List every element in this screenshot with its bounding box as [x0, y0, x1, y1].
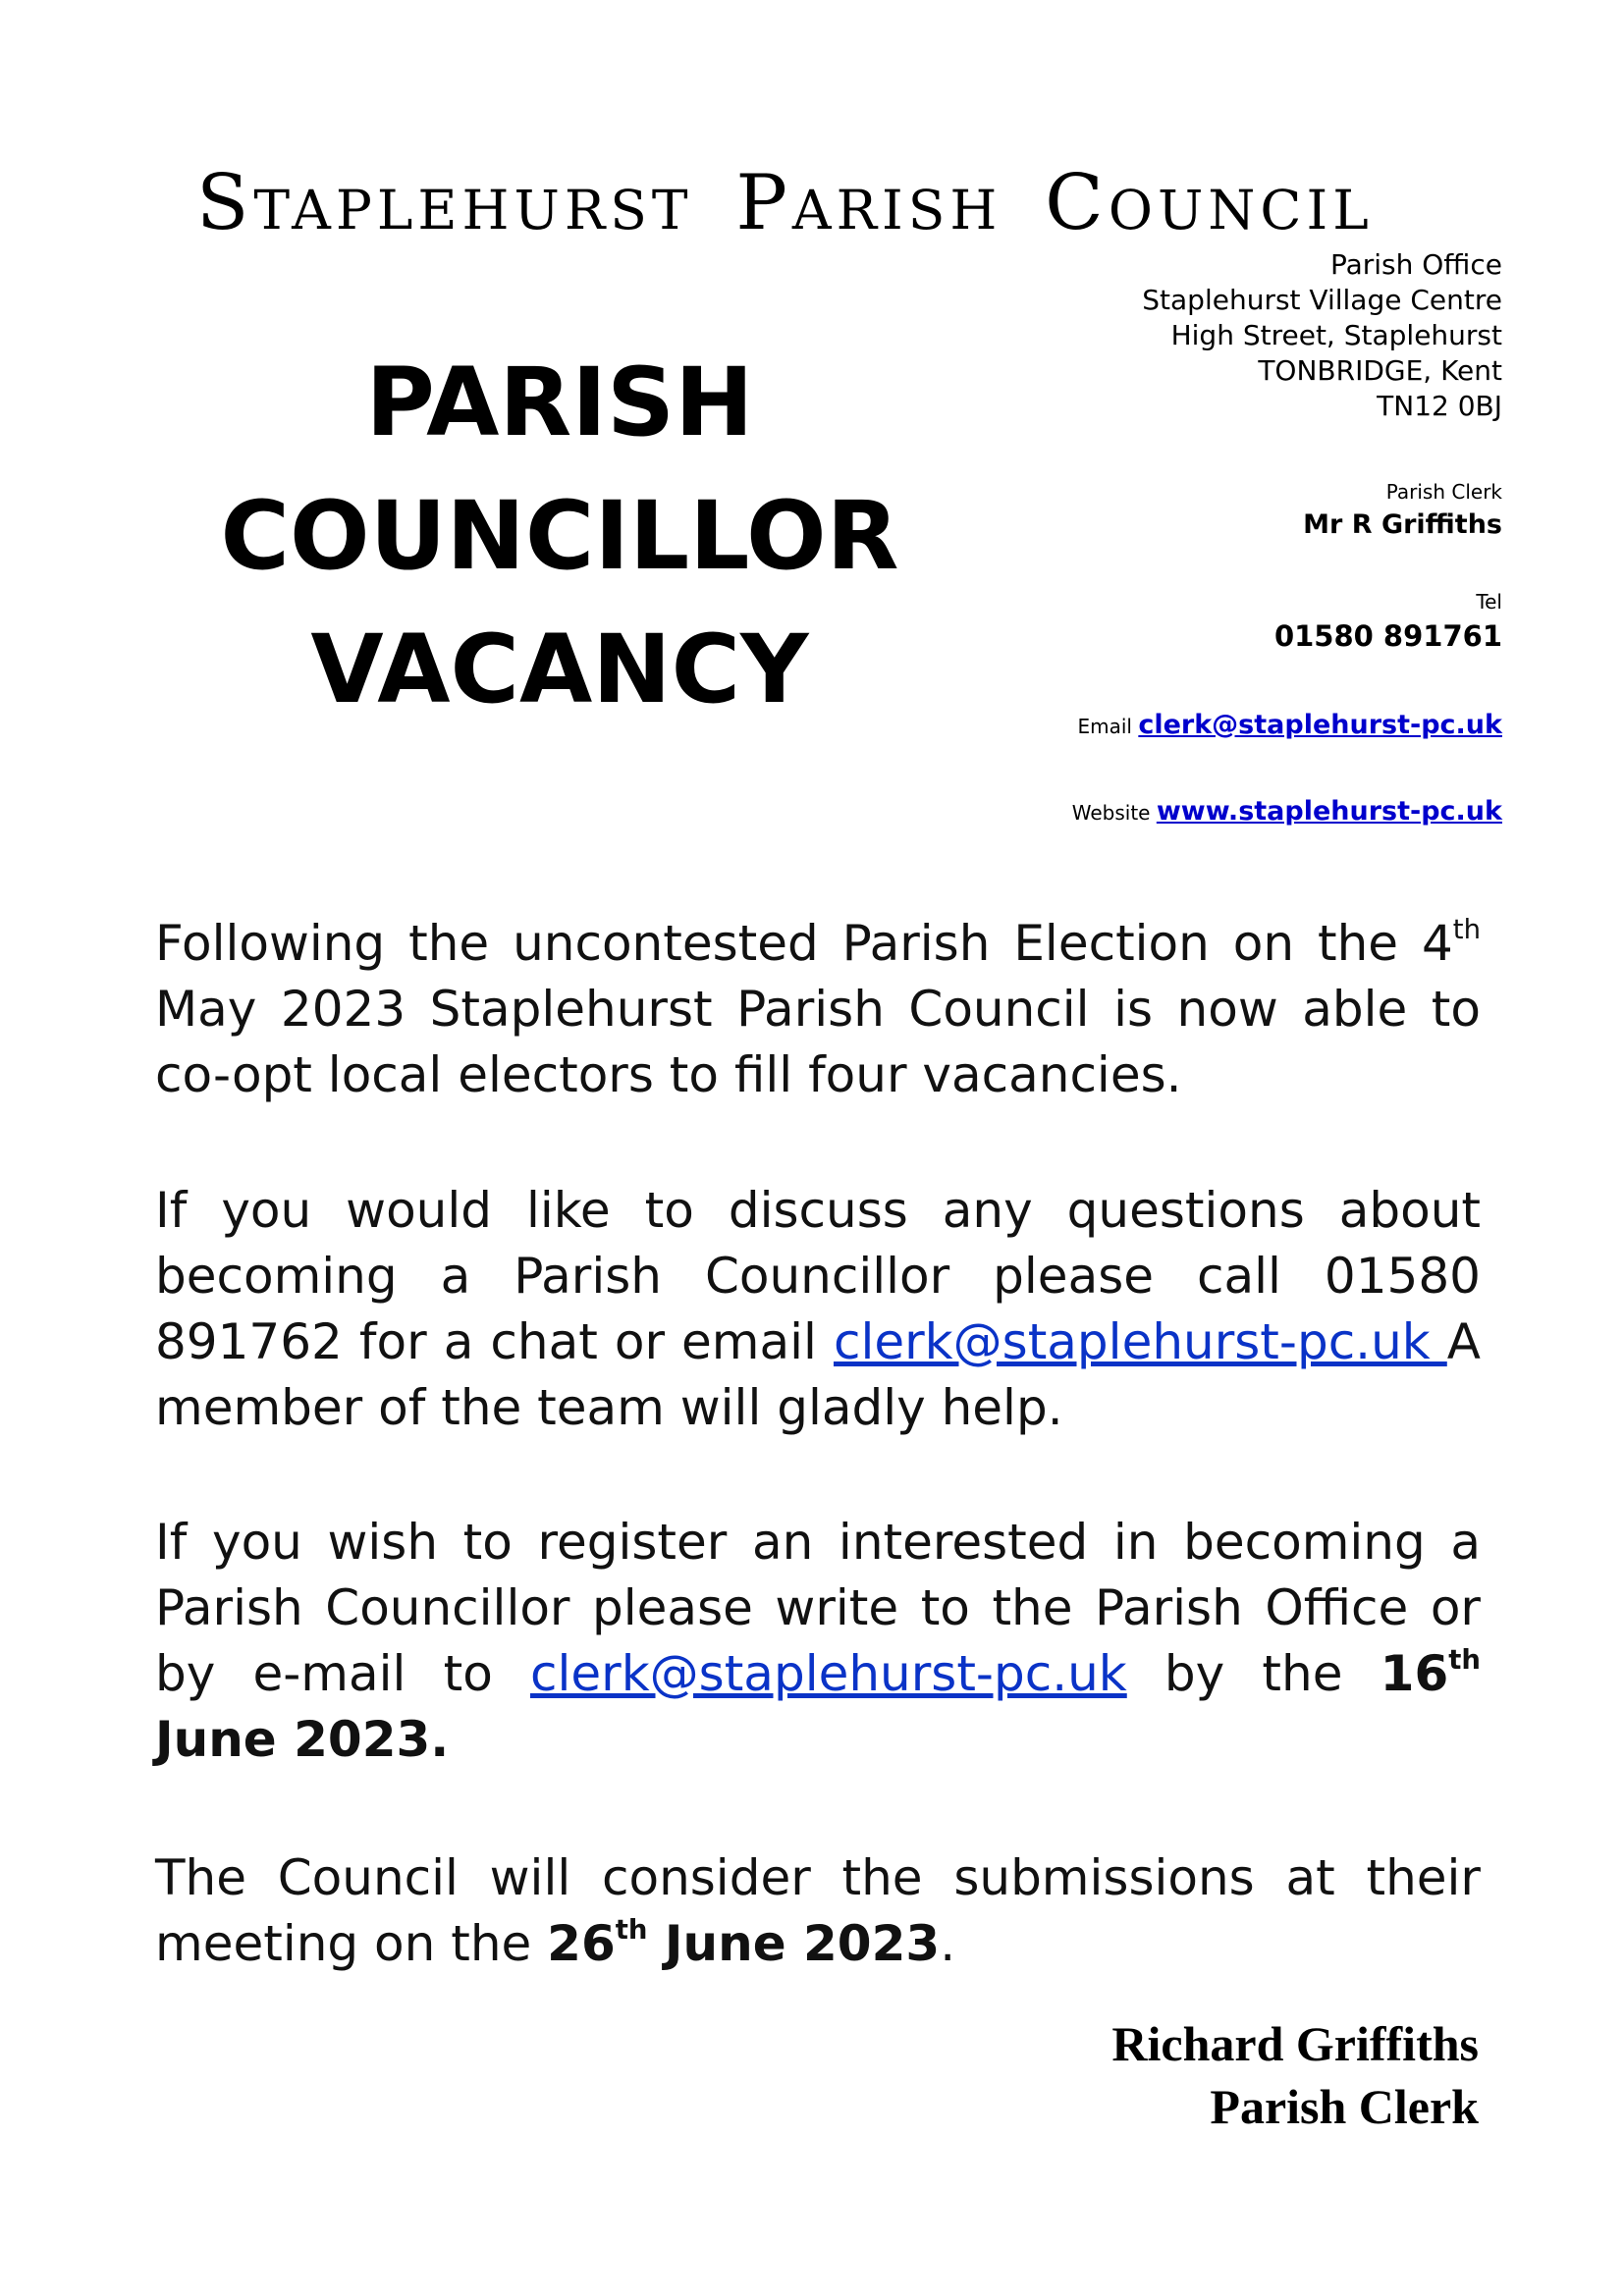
address-line: Staplehurst Village Centre — [1142, 284, 1502, 316]
p1-text-b: May 2023 Staplehurst Parish Council is now able to co-opt local electors to fill four vacancies. — [155, 981, 1481, 1103]
clerk-caption: Parish Clerk — [1385, 480, 1502, 504]
heading-line-2: COUNCILLOR — [220, 481, 899, 591]
website-line — [1072, 795, 1502, 829]
p4-date-rest: June 2023 — [647, 1915, 941, 1972]
email-caption: Email — [1077, 715, 1132, 738]
heading-line-1: PARISH — [365, 347, 754, 457]
address-line: Parish Office — [1329, 248, 1502, 281]
p2-text-a: If you would like to discuss any questions about becoming a Parish Councillor please call 01580 891762 for a chat or email — [155, 1182, 1481, 1370]
p4-meeting-date — [547, 1915, 940, 1972]
website-caption: Website — [1071, 801, 1151, 825]
paragraph-questions — [155, 1178, 1481, 1441]
p3-date-day: 16 — [1380, 1645, 1449, 1702]
website-link[interactable]: www.staplehurst-pc.uk — [1156, 796, 1502, 827]
address-line: TN12 0BJ — [1377, 390, 1502, 422]
p4-date-day: 26 — [547, 1915, 616, 1972]
address-line: High Street, Staplehurst — [1170, 319, 1502, 351]
email-link[interactable]: clerk@staplehurst-pc.uk — [1138, 710, 1502, 740]
p1-sup: th — [1452, 914, 1481, 945]
p3-email-link[interactable]: clerk@staplehurst-pc.uk — [530, 1645, 1127, 1702]
paragraph-register — [155, 1510, 1481, 1773]
paragraph-election — [155, 911, 1481, 1108]
heading-line-3: VACANCY — [310, 614, 809, 724]
address-line: TONBRIDGE, Kent — [1258, 354, 1502, 387]
tel-number: 01580 891761 — [1273, 619, 1502, 653]
p3-date-sup: th — [1448, 1644, 1481, 1676]
signature-title: Parish Clerk — [1210, 2079, 1479, 2134]
address-block — [1142, 247, 1502, 424]
email-line — [1077, 709, 1502, 743]
paragraph-meeting — [155, 1845, 1481, 1977]
p3-text-a: If you wish to register an interested in becoming a Parish Councillor please write to the Parish Office or by e-mail to — [155, 1514, 1481, 1702]
signature-name: Richard Griffiths — [1111, 2016, 1479, 2071]
p3-text-b: by the — [1126, 1645, 1380, 1702]
p1-text-a: Following the uncontested Parish Election on the 4 — [155, 915, 1453, 972]
tel-caption: Tel — [1476, 590, 1502, 614]
p4-date-sup: th — [615, 1914, 648, 1946]
p3-date-rest: June 2023. — [155, 1711, 450, 1768]
p2-text-b: A member of the team will gladly help. — [155, 1313, 1481, 1436]
p2-email-link[interactable]: clerk@staplehurst-pc.uk — [833, 1313, 1447, 1370]
p4-text-a: The Council will consider the submissions at their meeting on the — [155, 1849, 1481, 1972]
vacancy-heading — [157, 336, 962, 736]
p4-text-b: . — [940, 1915, 956, 1972]
council-title: Staplehurst Parish Council — [196, 159, 1374, 247]
signature-block — [1111, 2012, 1479, 2138]
clerk-name: Mr R Griffiths — [1303, 509, 1502, 540]
